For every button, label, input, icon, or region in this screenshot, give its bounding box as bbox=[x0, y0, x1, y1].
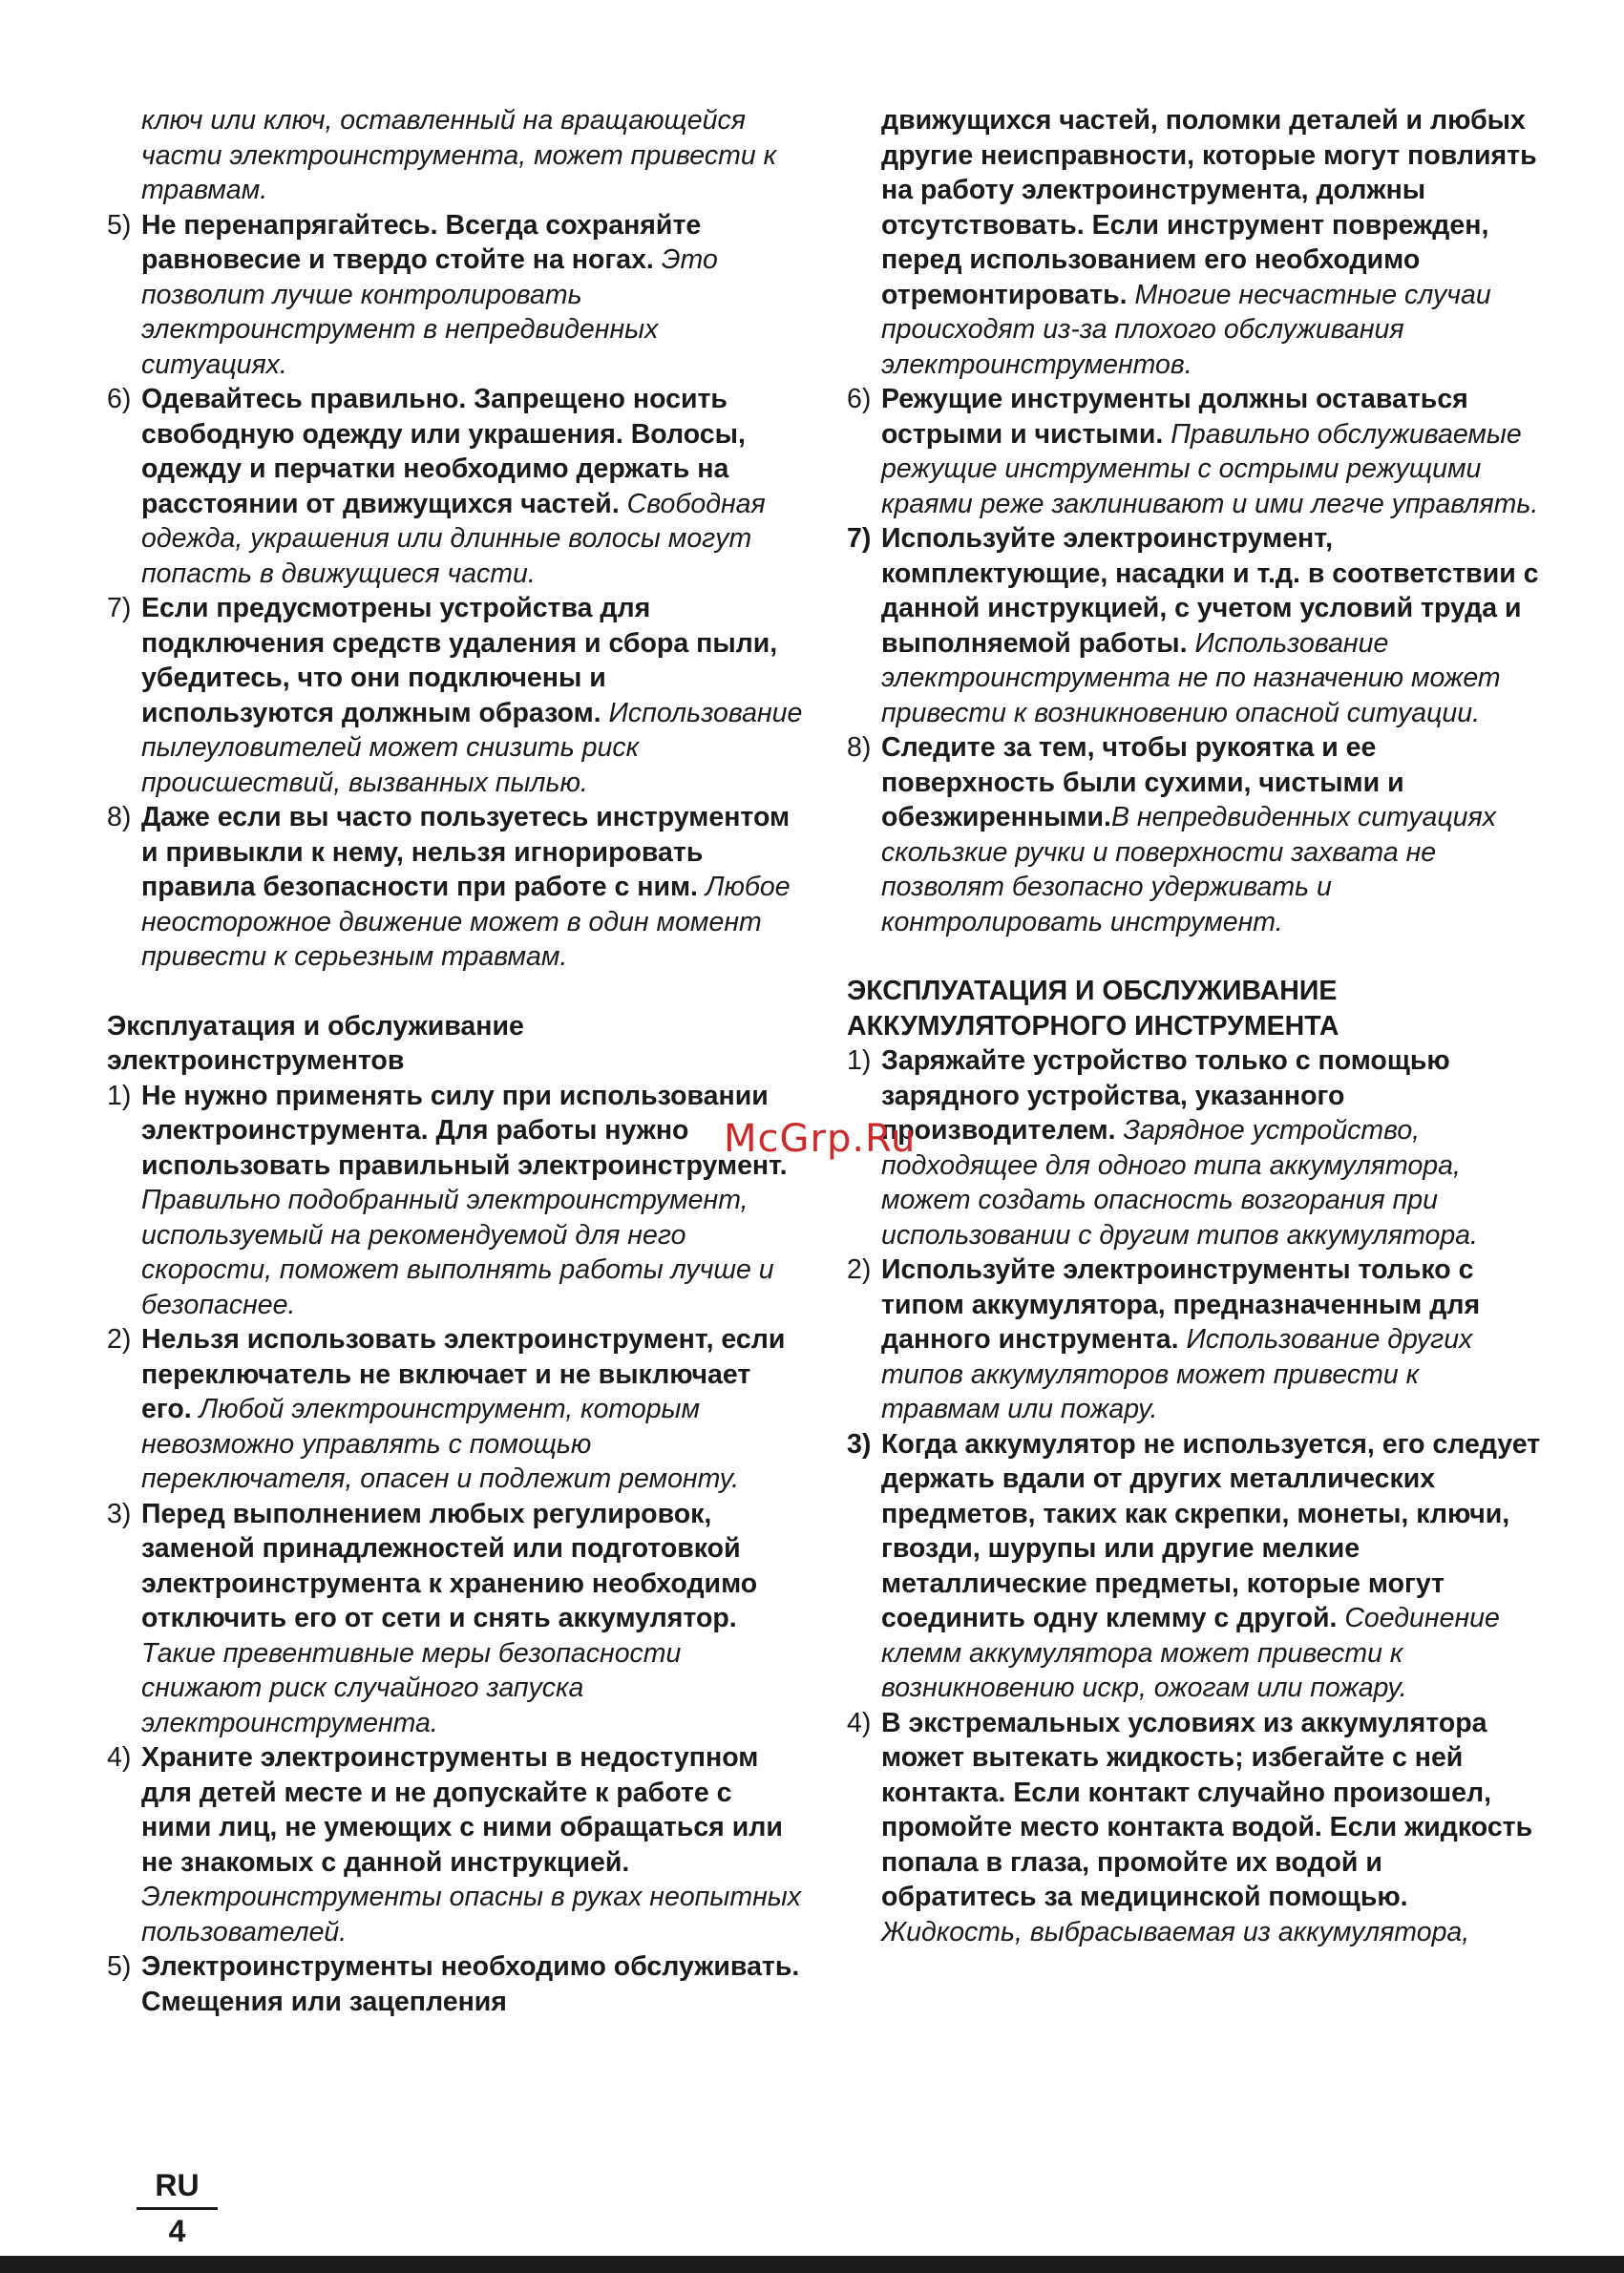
item-number: 2) bbox=[847, 1254, 872, 1285]
left-column bbox=[107, 103, 804, 2019]
right-column bbox=[847, 103, 1544, 1949]
item-instruction: В экстремальных условиях из аккумулятора может вытекать жидкость; избегайте с ней контакта. Если контакт случайно произошел, промойте место контакта водой. Если жидкость попала в глаза, промойте их водой и обратитесь за медицинской помощью. bbox=[881, 1707, 1533, 1912]
item-explanation: Правильно обслуживаемые режущие инструменты с острыми режущими краями реже заклинивают и ими легче управлять. bbox=[881, 418, 1539, 519]
section-heading: ЭКСПЛУАТАЦИЯ И ОБСЛУЖИВАНИЕ АККУМУЛЯТОРНОГО ИНСТРУМЕНТА bbox=[847, 976, 1339, 1042]
item-explanation: Это позволит лучше контролировать электроинструмент в непредвиденных ситуациях. bbox=[141, 244, 718, 380]
item-number: 4) bbox=[847, 1707, 872, 1738]
list-item bbox=[107, 800, 804, 975]
item-explanation: Использование электроинструмента не по назначению может привести к возникновению опасной ситуации. bbox=[881, 627, 1501, 728]
lead-instruction: движущихся частей, поломки деталей и любых другие неисправности, которые могут повлиять на работу электроинструмента, должны отсутствовать. Если инструмент поврежден, перед использованием его необходимо отремонтировать. bbox=[881, 105, 1537, 310]
watermark: McGrp.Ru bbox=[724, 1117, 917, 1161]
right-list-b bbox=[847, 1043, 1544, 1949]
bottom-bar bbox=[0, 2256, 1624, 2273]
left-lead-text: ключ или ключ, оставленный на вращающейся части электроинструмента, может привести к травмам. bbox=[141, 105, 777, 205]
list-item bbox=[107, 1079, 804, 1323]
left-list-b bbox=[107, 1079, 804, 2020]
list-item bbox=[847, 1252, 1544, 1427]
item-number: 8) bbox=[107, 802, 132, 832]
list-item bbox=[107, 208, 804, 383]
item-explanation: Электроинструменты опасны в руках неопытных пользователей. bbox=[141, 1882, 801, 1947]
item-instruction: Даже если вы часто пользуетесь инструментом и привыкли к нему, нельзя игнорировать правила безопасности при работе с ним. bbox=[141, 802, 791, 902]
item-instruction: Заряжайте устройство только с помощью зарядного устройства, указанного производителем. bbox=[881, 1045, 1450, 1146]
item-number: 4) bbox=[107, 1742, 132, 1773]
item-instruction: Электроинструменты необходимо обслуживать. Смещения или зацепления bbox=[141, 1951, 800, 2017]
right-lead-text bbox=[847, 103, 1544, 382]
item-explanation: Свободная одежда, украшения или длинные волосы могут попасть в движущиеся части. bbox=[141, 488, 766, 589]
item-number: 1) bbox=[107, 1080, 132, 1111]
left-list-a bbox=[107, 208, 804, 975]
item-explanation: Любое неосторожное движение может в один момент привести к серьезным травмам. bbox=[141, 872, 791, 972]
list-item bbox=[847, 382, 1544, 521]
item-instruction: Нельзя использовать электроинструмент, если переключатель не включает и не выключает его. bbox=[141, 1324, 786, 1424]
item-instruction: Одевайтесь правильно. Запрещено носить свободную одежду или украшения. Волосы, одежду и перчатки необходимо держать на расстоянии от движущихся частей. bbox=[141, 384, 746, 519]
list-item bbox=[847, 521, 1544, 730]
list-item bbox=[847, 1043, 1544, 1252]
item-number: 6) bbox=[847, 384, 872, 414]
item-instruction: Если предусмотрены устройства для подключения средств удаления и сбора пыли, убедитесь, что они подключены и используются должным образом. bbox=[141, 593, 778, 728]
item-number: 8) bbox=[847, 732, 872, 763]
item-explanation: Любой электроинструмент, которым невозможно управлять с помощью переключателя, опасен и подлежит ремонту. bbox=[141, 1394, 739, 1494]
list-item bbox=[107, 1322, 804, 1497]
list-item bbox=[847, 730, 1544, 939]
list-item bbox=[847, 1427, 1544, 1706]
item-instruction: Режущие инструменты должны оставаться острыми и чистыми. bbox=[881, 384, 1468, 450]
list-item bbox=[107, 1497, 804, 1741]
item-explanation: Зарядное устройство, подходящее для одного типа аккумулятора, может создать опасность возгорания при использовании с другим типов аккумулятора. bbox=[881, 1115, 1478, 1251]
item-number: 3) bbox=[107, 1498, 132, 1529]
item-explanation: Использование пылеуловителей может снизить риск происшествий, вызванных пылью. bbox=[141, 697, 803, 798]
page-footer bbox=[137, 2169, 218, 2248]
item-instruction: Храните электроинструменты в недоступном для детей месте и не допускайте к работе с ними лиц, не умеющих с ними обращаться или не знакомых с данной инструкцией. bbox=[141, 1742, 783, 1878]
item-number: 2) bbox=[107, 1324, 132, 1355]
footer-divider bbox=[137, 2207, 218, 2210]
item-instruction: Используйте электроинструменты только с типом аккумулятора, предназначенным для данного инструмента. bbox=[881, 1254, 1481, 1355]
lead-explanation: Многие несчастные случаи происходят из-за плохого обслуживания электроинструментов. bbox=[881, 279, 1491, 380]
list-item bbox=[107, 1949, 804, 2019]
item-number: 3) bbox=[847, 1428, 872, 1460]
item-number: 7) bbox=[107, 593, 132, 623]
item-instruction: Когда аккумулятор не используется, его следует держать вдали от других металлических предметов, таких как скрепки, монеты, ключи, гвозди, шурупы или другие мелкие металлические предметы, которые могут соединить одну клемму с другой. bbox=[881, 1428, 1541, 1633]
item-explanation: Соединение клемм аккумулятора может привести к возникновению искр, ожогам или пожару. bbox=[881, 1603, 1500, 1703]
list-item bbox=[847, 1706, 1544, 1950]
right-list-a bbox=[847, 382, 1544, 939]
item-number: 6) bbox=[107, 384, 132, 414]
item-instruction: Используйте электроинструмент, комплектующие, насадки и т.д. в соответствии с данной инструкцией, с учетом условий труда и выполняемой работы. bbox=[881, 523, 1539, 659]
item-instruction: Не перенапрягайтесь. Всегда сохраняйте равновесие и твердо стойте на ногах. bbox=[141, 209, 702, 275]
item-number: 1) bbox=[847, 1045, 872, 1076]
item-instruction: Перед выполнением любых регулировок, заменой принадлежностей или подготовкой электроинструмента к хранению необходимо отключить его от сети и снять аккумулятор. bbox=[141, 1498, 758, 1633]
item-explanation: В непредвиденных ситуациях скользкие ручки и поверхности захвата не позволят безопасно удерживать и контролировать инструмент. bbox=[881, 802, 1496, 937]
list-item bbox=[107, 1740, 804, 1949]
item-explanation: Такие превентивные меры безопасности снижают риск случайного запуска электроинструмента. bbox=[141, 1637, 682, 1738]
item-number: 5) bbox=[107, 209, 132, 241]
item-number: 5) bbox=[107, 1951, 132, 1982]
list-item bbox=[107, 382, 804, 591]
list-item bbox=[107, 591, 804, 800]
item-explanation: Использование других типов аккумуляторов может привести к травмам или пожару. bbox=[881, 1324, 1473, 1424]
page-number: 4 bbox=[168, 2214, 186, 2248]
item-explanation: Жидкость, выбрасываемая из аккумулятора, bbox=[881, 1916, 1470, 1947]
item-instruction: Не нужно применять силу при использовании электроинструмента. Для работы нужно использовать правильный электроинструмент. bbox=[141, 1080, 788, 1181]
language-code: RU bbox=[155, 2168, 200, 2202]
item-explanation: Правильно подобранный электроинструмент, используемый на рекомендуемой для него скорости, поможет выполнять работы лучше и безопаснее. bbox=[141, 1185, 774, 1320]
item-number: 7) bbox=[847, 523, 872, 554]
section-heading: Эксплуатация и обслуживание электроинструментов bbox=[107, 1010, 524, 1076]
item-instruction: Следите за тем, чтобы рукоятка и ее поверхность были сухими, чистыми и обезжиренными. bbox=[881, 732, 1404, 832]
